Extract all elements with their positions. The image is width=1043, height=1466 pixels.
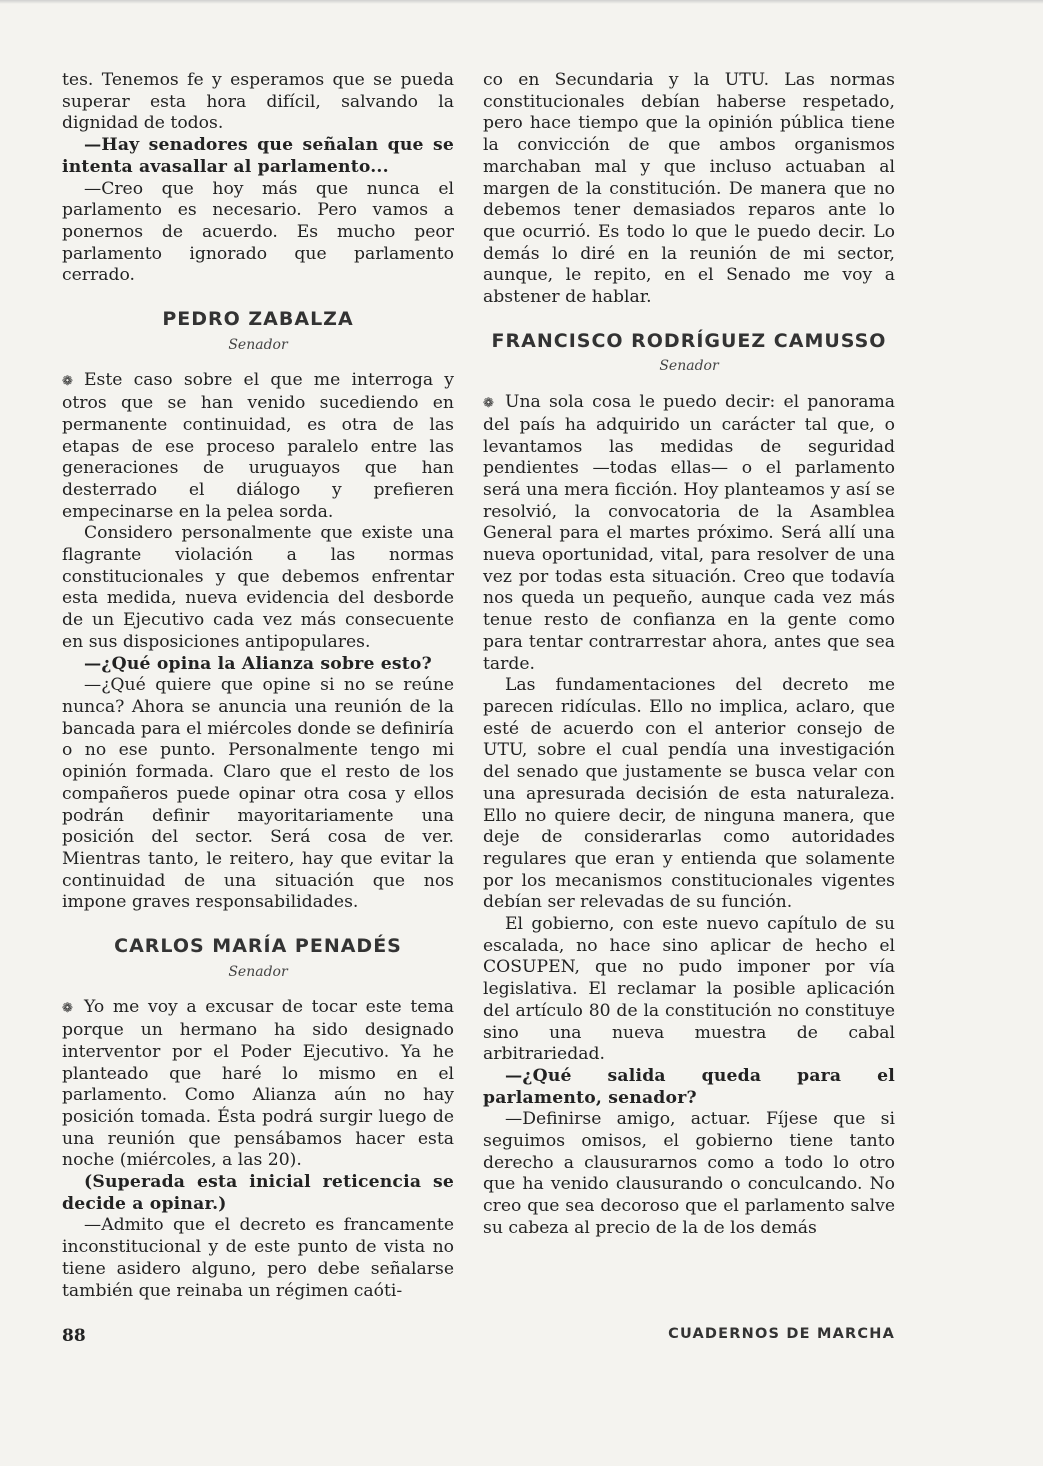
- paragraph: co en Secundaria y la UTU. Las normas constitucionales debían haberse respetado, pero hace tiempo que la opinión pública tiene la convicción de que ambos organismos marchaban mal y que incluso actuaban al margen de la constitución. De manera que no debemos tener demasiados reparos ante lo que ocurrió. Es todo lo que le puedo decir. Lo demás lo diré en la reunión de mi sector, aunque, le repito, en el Senado me voy a abstener de hablar.: [483, 70, 895, 308]
- paragraph: [62, 370, 454, 523]
- paragraph: Las fundamentaciones del decreto me parecen ridículas. Ello no implica, aclaro, que esté de acuerdo con el anterior consejo de UTU, sobre el cual pendía una investigación del senado que justamente se busca velar con una apresurada decisión de esta naturaleza. Ello no quiere decir, de ninguna manera, que deje de considerarlas como autoridades regulares que eran y entienda que solamente por los mecanismos constitucionales vigentes debían ser relevadas de su función.: [483, 675, 895, 913]
- interview-aside: (Superada esta inicial reticencia se decide a opinar.): [62, 1172, 454, 1214]
- paragraph-text: Este caso sobre el que me interroga y otros que se han venido sucediendo en permanente continuidad, es otra de las etapas de ese proceso paralelo entre las generaciones de uruguayos que han desterrado el diálogo y prefieren empecinarse en la pelea sorda.: [62, 370, 454, 522]
- role-label: Senador: [228, 963, 288, 980]
- scan-edge: [0, 0, 1043, 4]
- left-column: [62, 70, 454, 1302]
- role-label: Senador: [659, 358, 719, 375]
- right-column: [483, 70, 895, 1240]
- section-heading-carlos-maria-penades: CARLOS MARÍA PENADÉS: [114, 935, 402, 958]
- paragraph: —Creo que hoy más que nunca el parlamento es necesario. Pero vamos a ponernos de acuerdo. Es mucho peor parlamento ignorado que parlamento cerrado.: [62, 178, 454, 286]
- paragraph: Considero personalmente que existe una flagrante violación a las normas constitucionales y que debemos enfrentar esta medida, nueva evidencia del desborde de un Ejecutivo cada vez más consecuente en sus disposiciones antipopulares.: [62, 523, 454, 652]
- paragraph: [483, 392, 895, 675]
- paragraph-text: Una sola cosa le puedo decir: el panorama del país ha adquirido un carácter tal que, o levantamos las medidas de seguridad pendientes —todas ellas— o el parlamento será una mera ficción. Hoy planteamos y así se resolvió, la convocatoria de la Asamblea General para el martes próximo. Será allí una nueva oportunidad, vital, para resolver de una vez por todas esta situación. Creo que todavía nos queda un pequeño, aunque cada vez más tenue resto de confianza en la gente como para tentar contrarrestar ahora, antes que sea tarde.: [483, 392, 895, 674]
- flower-bullet-icon: ❁: [62, 1001, 73, 1017]
- paragraph-text: Yo me voy a excusar de tocar este tema porque un hermano ha sido designado interventor por el Poder Ejecutivo. Ya he planteado que haré lo mismo en el parlamento. Como Alianza aún no hay posición tomada. Ésta podrá surgir luego de una reunión que pensábamos hacer esta noche (miércoles, a las 20).: [62, 997, 454, 1171]
- paragraph: —¿Qué quiere que opine si no se reúne nunca? Ahora se anuncia una reunión de la bancada para el miércoles donde se definiría o no ese punto. Personalmente tengo mi opinión formada. Claro que el resto de los compañeros puede opinar otra cosa y ellos podrán definir mayoritariamente una posición del sector. Será cosa de ver. Mientras tanto, le reitero, hay que evitar la continuidad de una situación que nos impone graves responsabilidades.: [62, 675, 454, 913]
- interview-question: —Hay senadores que señalan que se intenta avasallar al parlamento...: [62, 135, 454, 177]
- paragraph: —Admito que el decreto es francamente inconstitucional y de este punto de vista no tiene asidero alguno, pero debe señalarse también que reinaba un régimen caóti-: [62, 1215, 454, 1301]
- flower-bullet-icon: ❁: [62, 374, 73, 390]
- section-heading-pedro-zabalza: PEDRO ZABALZA: [162, 308, 354, 331]
- paragraph: [62, 997, 454, 1172]
- role-label: Senador: [228, 336, 288, 353]
- interview-question: —¿Qué salida queda para el parlamento, senador?: [483, 1065, 895, 1108]
- interview-question: —¿Qué opina la Alianza sobre esto?: [84, 653, 432, 674]
- section-heading-francisco-rodriguez-camusso: FRANCISCO RODRÍGUEZ CAMUSSO: [491, 329, 887, 352]
- paragraph: El gobierno, con este nuevo capítulo de su escalada, no hace sino aplicar de hecho el COSUPEN, que no pudo imponer por vía legislativa. El reclamar la posible aplicación del artículo 80 de la constitución no constituye sino una nueva muestra de cabal arbitrariedad.: [483, 914, 895, 1065]
- publication-name: CUADERNOS DE MARCHA: [668, 1326, 895, 1342]
- page-number: 88: [62, 1326, 86, 1346]
- paragraph: —Definirse amigo, actuar. Fíjese que si seguimos omisos, el gobierno tiene tanto derecho a clausurarnos como a todo lo otro que ha venido clausurando o conculcando. No creo que sea decoroso que el parlamento salve su cabeza al precio de la de los demás: [483, 1109, 895, 1238]
- paragraph: tes. Tenemos fe y esperamos que se pueda superar esta hora difícil, salvando la dignidad de todos.: [62, 70, 454, 134]
- flower-bullet-icon: ❁: [483, 396, 494, 412]
